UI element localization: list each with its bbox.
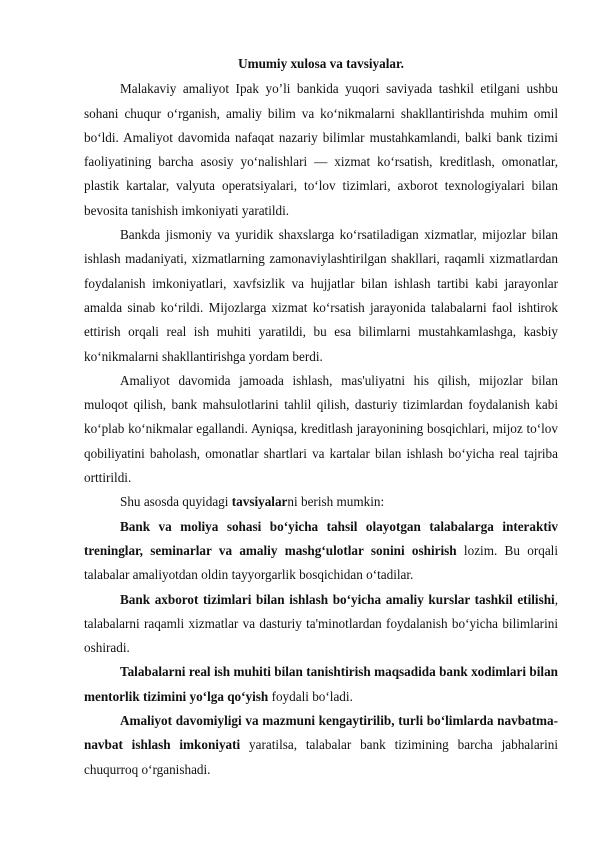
recommendation-3-text: foydali bo‘ladi. (268, 688, 353, 704)
recommendation-2-text: , talabalarni raqamli xizmatlar va dasturiy ta'minotlardan foydalanish bo‘yicha bilimlarini oshiradi. (84, 591, 558, 656)
intro-text-start: Shu asosda quyidagi (120, 494, 232, 510)
recommendation-4-text: yaratilsa, talabalar bank tizimining barcha jabhalarini chuqurroq o‘rganishadi. (84, 737, 558, 777)
paragraph-practice-summary: Malakaviy amaliyot Ipak yo’li bankida yuqori saviyada tashkil etilgani ushbu sohani chuqur o‘rganish, amaliy bilim va ko‘nikmalarni shakllantirishda muhim omil bo‘ldi. Amaliyot davomida nafaqat nazariy bilimlar mustahkamlandi, balki bank tizimi faoliyatining barcha asosiy yo‘nalishlari — xizmat ko‘rsatish, kreditlash, omonatlar, plastik kartalar, valyuta operatsiyalari, to‘lov tizimlari, axborot texnologiyalari bilan bevosita tanishish imkoniyati yaratildi. (84, 81, 558, 218)
recommendation-4 (84, 709, 558, 782)
paragraph-skills: Amaliyot davomida jamoada ishlash, mas'uliyatni his qilish, mijozlar bilan muloqot qilish, bank mahsulotlarini tahlil qilish, dasturiy tizimlardan foydalanish kabi ko‘plab ko‘nikmalar egallandi. Ayniqsa, kreditlash jarayonining bosqichlari, mijoz to‘lov qobiliyatini baholash, omonatlar shartlari va kartalar bilan ishlash bo‘yicha real tajriba orttirildi. (84, 372, 558, 486)
document-page (84, 52, 558, 782)
intro-keyword: tavsiyalar (231, 494, 288, 510)
recommendation-3-bold: Talabalarni real ish muhiti bilan tanishtirish maqsadida bank xodimlari bilan mentorlik tizimini yo‘lga qo‘yish (84, 664, 558, 704)
section-title: Umumiy xulosa va tavsiyalar. (238, 56, 404, 71)
recommendation-2 (84, 588, 558, 661)
paragraph-recommendations-intro (84, 490, 558, 514)
recommendation-1 (84, 515, 558, 588)
recommendation-4-bold: Amaliyot davomiyligi va mazmuni kengaytirilib, turli bo‘limlarda navbatma-navbat ishlash imkoniyati (84, 713, 558, 753)
recommendation-1-text: lozim. Bu orqali talabalar amaliyotdan oldin tayyorgarlik bosqichidan o‘tadilar. (84, 542, 559, 583)
recommendation-3 (84, 660, 558, 709)
paragraph-services: Bankda jismoniy va yuridik shaxslarga ko‘rsatiladigan xizmatlar, mijozlar bilan ishlash madaniyati, xizmatlarning zamonaviylashtirilgan shakllari, raqamli xizmatlardan foydalanish imkoniyatlari, xavfsizlik va hujjatlar bilan ishlash tartibi kabi jarayonlar amalda sinab ko‘rildi. Mijozlarga xizmat ko‘rsatish jarayonida talabalarni faol ishtirok ettirish orqali real ish muhiti yaratildi, bu esa bilimlarni mustahkamlashga, kasbiy ko‘nikmalarni shakllantirishga yordam berdi. (84, 227, 558, 364)
recommendation-2-bold: Bank axborot tizimlari bilan ishlash bo‘yicha amaliy kurslar tashkil etilishi (120, 591, 555, 607)
recommendation-1-bold: Bank va moliya sohasi bo‘yicha tahsil olayotgan talabalarga interaktiv treninglar, seminarlar va amaliy mashg‘ulotlar sonini oshirish (84, 518, 558, 558)
intro-text-end: ni berish mumkin: (287, 494, 385, 510)
